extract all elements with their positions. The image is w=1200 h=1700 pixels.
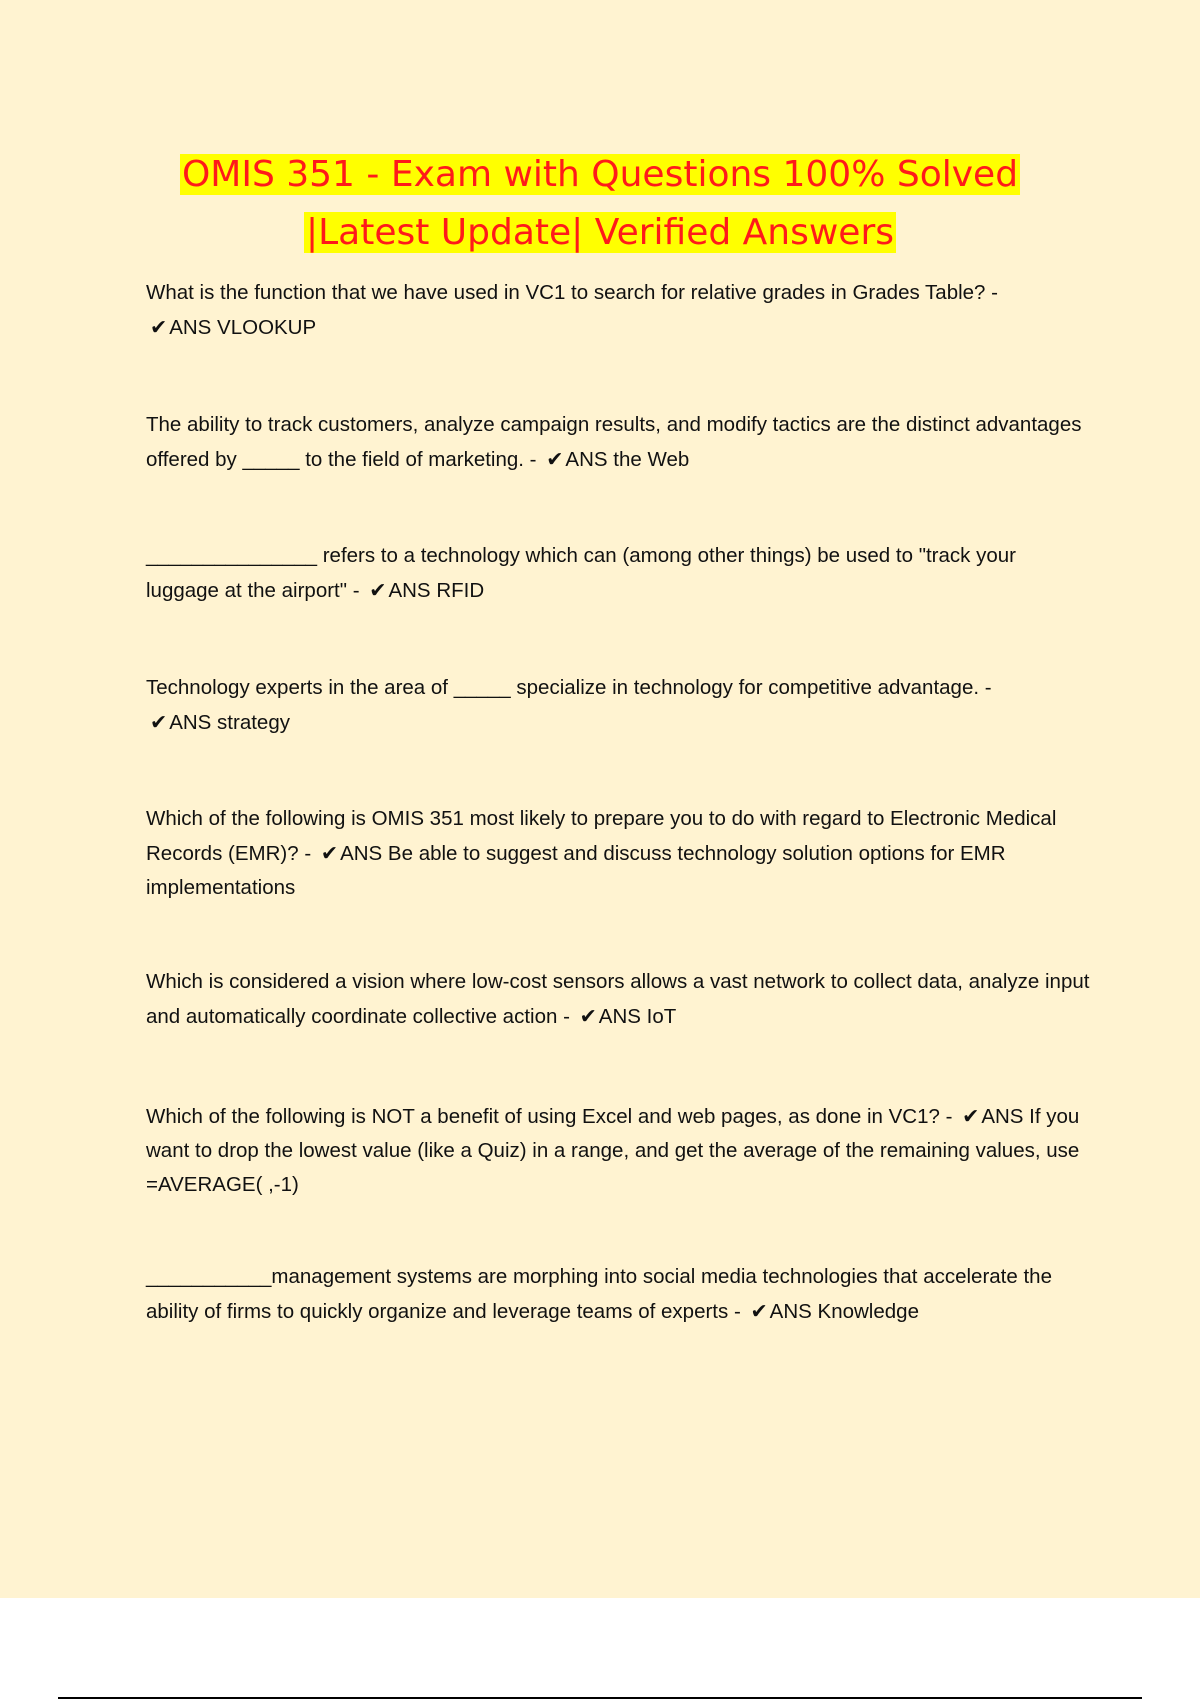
answer-prefix: ANS [565,448,608,471]
qa-item-7 [146,1099,1092,1202]
answer-prefix: ANS [981,1105,1024,1128]
answer-text: the Web [613,448,690,471]
question-text: Which is considered a vision where low-cost sensors allows a vast network to collect data, analyze input and automatically coordinate collective action - [146,970,1090,1028]
answer-prefix: ANS [169,711,212,734]
answer-text: VLOOKUP [217,316,317,339]
qa-item-2 [146,408,1092,477]
qa-item-8 [146,1260,1092,1329]
check-mark-icon: ✔ [150,710,168,734]
answer-text: strategy [217,711,290,734]
answer-text: RFID [436,579,485,602]
answer-prefix: ANS [769,1300,812,1323]
answer-text: Knowledge [817,1300,919,1323]
question-text: Technology experts in the area of _____ specialize in technology for competitive advantage. - [146,676,992,699]
question-text: What is the function that we have used in VC1 to search for relative grades in Grades Table? - [146,281,998,304]
check-mark-icon: ✔ [750,1299,768,1323]
title-line-1: OMIS 351 - Exam with Questions 100% Solved [181,154,1019,195]
check-mark-icon: ✔ [320,841,339,865]
question-text: _______________ refers to a technology which can (among other things) be used to "track your luggage at the airport" - [146,544,1016,602]
question-text: Which of the following is OMIS 351 most likely to prepare you to do with regard to Electronic Medical Records (EMR)? - [146,807,1057,865]
footer-divider [58,1697,1142,1699]
check-mark-icon: ✔ [962,1104,980,1128]
question-text: Which of the following is NOT a benefit of using Excel and web pages, as done in VC1? - [146,1105,953,1128]
qa-item-4 [146,671,1092,740]
answer-text: Be able to suggest and discuss technology solution options for EMR implementations [146,842,1006,899]
qa-item-1 [146,276,1092,345]
answer-text: If you want to drop the lowest value (like a Quiz) in a range, and get the average of the remaining values, use =AVERAGE( ,-1) [146,1105,1080,1196]
document-title [0,146,1200,262]
answer-prefix: ANS [169,316,212,339]
answer-prefix: ANS [598,1005,641,1028]
qa-item-3 [146,539,1092,608]
check-mark-icon: ✔ [579,1004,597,1028]
question-text: The ability to track customers, analyze campaign results, and modify tactics are the distinct advantages offered by _____ to the field of marketing. - [146,413,1082,471]
qa-item-6 [146,965,1092,1034]
answer-prefix: ANS [388,579,431,602]
question-text: ___________management systems are morphing into social media technologies that accelerate the ability of firms to quickly organize and leverage teams of experts - [146,1265,1052,1323]
answer-text: IoT [646,1005,677,1028]
answer-prefix: ANS [340,842,383,865]
check-mark-icon: ✔ [369,578,387,602]
qa-item-5 [146,802,1092,905]
check-mark-icon: ✔ [150,315,168,339]
title-line-2: |Latest Update| Verified Answers [305,212,895,253]
check-mark-icon: ✔ [546,447,564,471]
